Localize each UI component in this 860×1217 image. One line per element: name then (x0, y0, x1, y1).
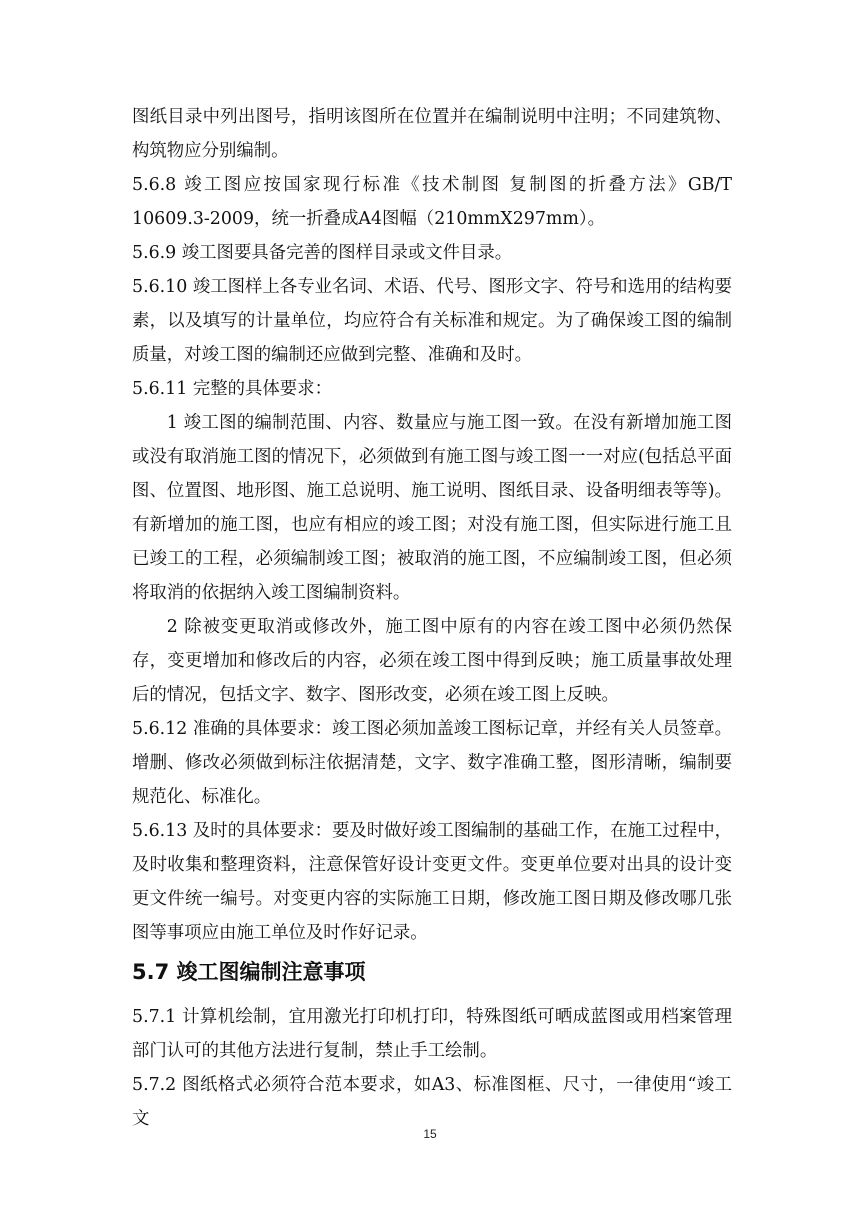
section-heading-5-7: 5.7 竣工图编制注意事项 (132, 960, 366, 984)
clause-5-6-10: 5.6.10 竣工图样上各专业名词、术语、代号、图形文字、符号和选用的结构要素，以及填写的计量单位，均应符合有关标准和规定。为了确保竣工图的编制质量，对竣工图的编制还应做到完整、准确和及时。 (132, 277, 732, 365)
clause-5-6-13: 5.6.13 及时的具体要求：要及时做好竣工图编制的基础工作，在施工过程中，及时收集和整理资料，注意保管好设计变更文件。变更单位要对出具的设计变更文件统一编号。对变更内容的实际施工日期，修改施工图日期及修改哪几张图等事项应由施工单位及时作好记录。 (132, 821, 732, 943)
clause-5-6-11: 5.6.11 完整的具体要求： (132, 379, 332, 399)
clause-5-6-12: 5.6.12 准确的具体要求：竣工图必须加盖竣工图标记章，并经有关人员签章。增删、修改必须做到标注依据清楚，文字、数字准确工整，图形清晰，编制要规范化、标准化。 (132, 719, 732, 807)
clause-5-6-9: 5.6.9 竣工图要具备完善的图样目录或文件目录。 (132, 243, 513, 263)
clause-5-7-1: 5.7.1 计算机绘制，宜用激光打印机打印，特殊图纸可晒成蓝图或用档案管理部门认可的其他方法进行复制，禁止手工绘制。 (132, 1007, 732, 1061)
clause-5-7-2: 5.7.2 图纸格式必须符合范本要求，如A3、标准图框、尺寸，一律使用“竣工文 (132, 1075, 732, 1129)
paragraph-continued: 图纸目录中列出图号，指明该图所在位置并在编制说明中注明；不同建筑物、构筑物应分别编制。 (132, 107, 732, 161)
clause-5-6-8: 5.6.8 竣工图应按国家现行标准《技术制图 复制图的折叠方法》GB/T 10609.3-2009，统一折叠成A4图幅（210mmX297mm）。 (132, 175, 732, 229)
list-item-1: 1 竣工图的编制范围、内容、数量应与施工图一致。在没有新增加施工图或没有取消施工图的情况下，必须做到有施工图与竣工图一一对应(包括总平面图、位置图、地形图、施工总说明、施工说明、图纸目录、设备明细表等等)。有新增加的施工图，也应有相应的竣工图；对没有施工图，但实际进行施工且已竣工的工程，必须编制竣工图；被取消的施工图，不应编制竣工图，但必须将取消的依据纳入竣工图编制资料。 (132, 413, 732, 603)
page-body (132, 100, 732, 1136)
list-item-2: 2 除被变更取消或修改外，施工图中原有的内容在竣工图中必须仍然保存，变更增加和修改后的内容，必须在竣工图中得到反映；施工质量事故处理后的情况，包括文字、数字、图形改变，必须在竣工图上反映。 (132, 617, 732, 705)
page-number: 15 (423, 1127, 437, 1141)
